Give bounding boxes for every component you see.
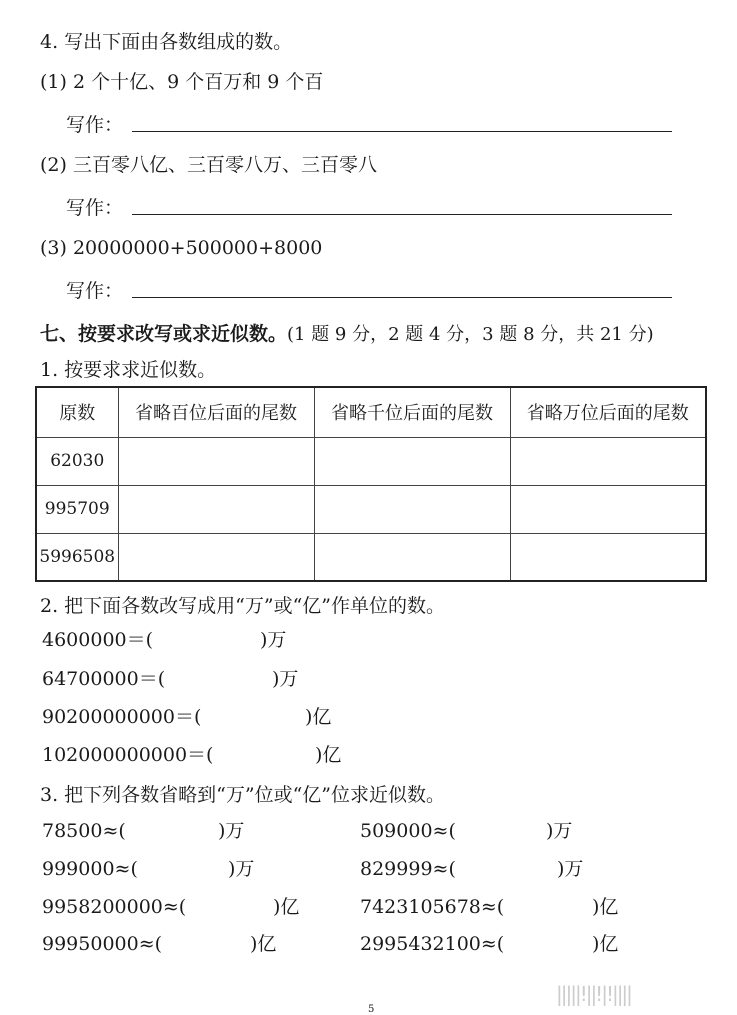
q3-left-1-number: 78500≈(: [42, 820, 126, 842]
section4-q3: (3) 20000000+500000+8000: [40, 237, 323, 259]
answer-cell[interactable]: [510, 437, 706, 485]
header-omit-ten-thousands: 省略万位后面的尾数: [510, 387, 706, 437]
q2-item-3-number: 90200000000＝(: [42, 706, 202, 728]
section4-q1: (1) 2 个十亿、9 个百万和 9 个百: [40, 71, 324, 93]
section4-q3-label: 写作：: [66, 280, 124, 302]
q2-item-2-unit: )万: [272, 668, 299, 690]
q3-right-4-number: 2995432100≈(: [360, 933, 505, 955]
q2-item-4-unit: )亿: [315, 744, 342, 766]
section4-q3-answer-line[interactable]: [132, 297, 672, 298]
section4-title: 4. 写出下面由各数组成的数。: [40, 31, 293, 53]
q3-left-4-number: 99950000≈(: [42, 933, 163, 955]
section4-q1-answer-line[interactable]: [132, 131, 672, 132]
q3-right-3-unit: )亿: [592, 896, 619, 918]
q2-item-1-unit: )万: [260, 629, 287, 651]
answer-cell[interactable]: [118, 485, 314, 533]
q3-left-3-number: 9958200000≈(: [42, 896, 187, 918]
q1-title: 1. 按要求求近似数。: [40, 359, 217, 381]
q2-item-3-unit: )亿: [305, 706, 332, 728]
section4-q1-label: 写作：: [66, 114, 124, 136]
q3-left-1-unit: )万: [218, 820, 245, 842]
section4-q2: (2) 三百零八亿、三百零八万、三百零八: [40, 154, 377, 176]
answer-cell[interactable]: [314, 437, 510, 485]
header-original-number: 原数: [36, 387, 118, 437]
table-row: [36, 437, 706, 485]
answer-cell[interactable]: [118, 533, 314, 581]
page-number: 5: [368, 1004, 375, 1015]
q3-right-3-number: 7423105678≈(: [360, 896, 505, 918]
answer-cell[interactable]: [314, 533, 510, 581]
q3-left-2-unit: )万: [228, 858, 255, 880]
q3-left-3-unit: )亿: [273, 896, 300, 918]
q3-right-1-unit: )万: [546, 820, 573, 842]
header-omit-hundreds: 省略百位后面的尾数: [118, 387, 314, 437]
row-number: 995709: [36, 485, 118, 533]
q2-item-4-number: 102000000000＝(: [42, 744, 214, 766]
approximation-table: [35, 386, 707, 582]
q3-right-1-number: 509000≈(: [360, 820, 456, 842]
watermark-mark: |||||!||!|!||||: [556, 982, 631, 1006]
row-number: 5996508: [36, 533, 118, 581]
q2-title: 2. 把下面各数改写成用“万”或“亿”作单位的数。: [40, 595, 446, 617]
q3-right-2-unit: )万: [557, 858, 584, 880]
header-omit-thousands: 省略千位后面的尾数: [314, 387, 510, 437]
section7-score: (1 题 9 分，2 题 4 分，3 题 8 分，共 21 分): [287, 324, 654, 345]
section4-q2-label: 写作：: [66, 197, 124, 219]
table-row: [36, 533, 706, 581]
answer-cell[interactable]: [510, 533, 706, 581]
q2-item-1-number: 4600000＝(: [42, 629, 154, 651]
q3-right-2-number: 829999≈(: [360, 858, 456, 880]
table-row: [36, 485, 706, 533]
section7-heading: [40, 322, 654, 347]
q3-right-4-unit: )亿: [592, 933, 619, 955]
answer-cell[interactable]: [314, 485, 510, 533]
answer-cell[interactable]: [510, 485, 706, 533]
table-header-row: [36, 387, 706, 437]
q2-item-2-number: 64700000＝(: [42, 668, 166, 690]
row-number: 62030: [36, 437, 118, 485]
section4-q2-answer-line[interactable]: [132, 214, 672, 215]
q3-left-4-unit: )亿: [250, 933, 277, 955]
q3-left-2-number: 999000≈(: [42, 858, 138, 880]
answer-cell[interactable]: [118, 437, 314, 485]
section7-title: 七、按要求改写或求近似数。: [40, 323, 288, 345]
q3-title: 3. 把下列各数省略到“万”位或“亿”位求近似数。: [40, 784, 446, 806]
